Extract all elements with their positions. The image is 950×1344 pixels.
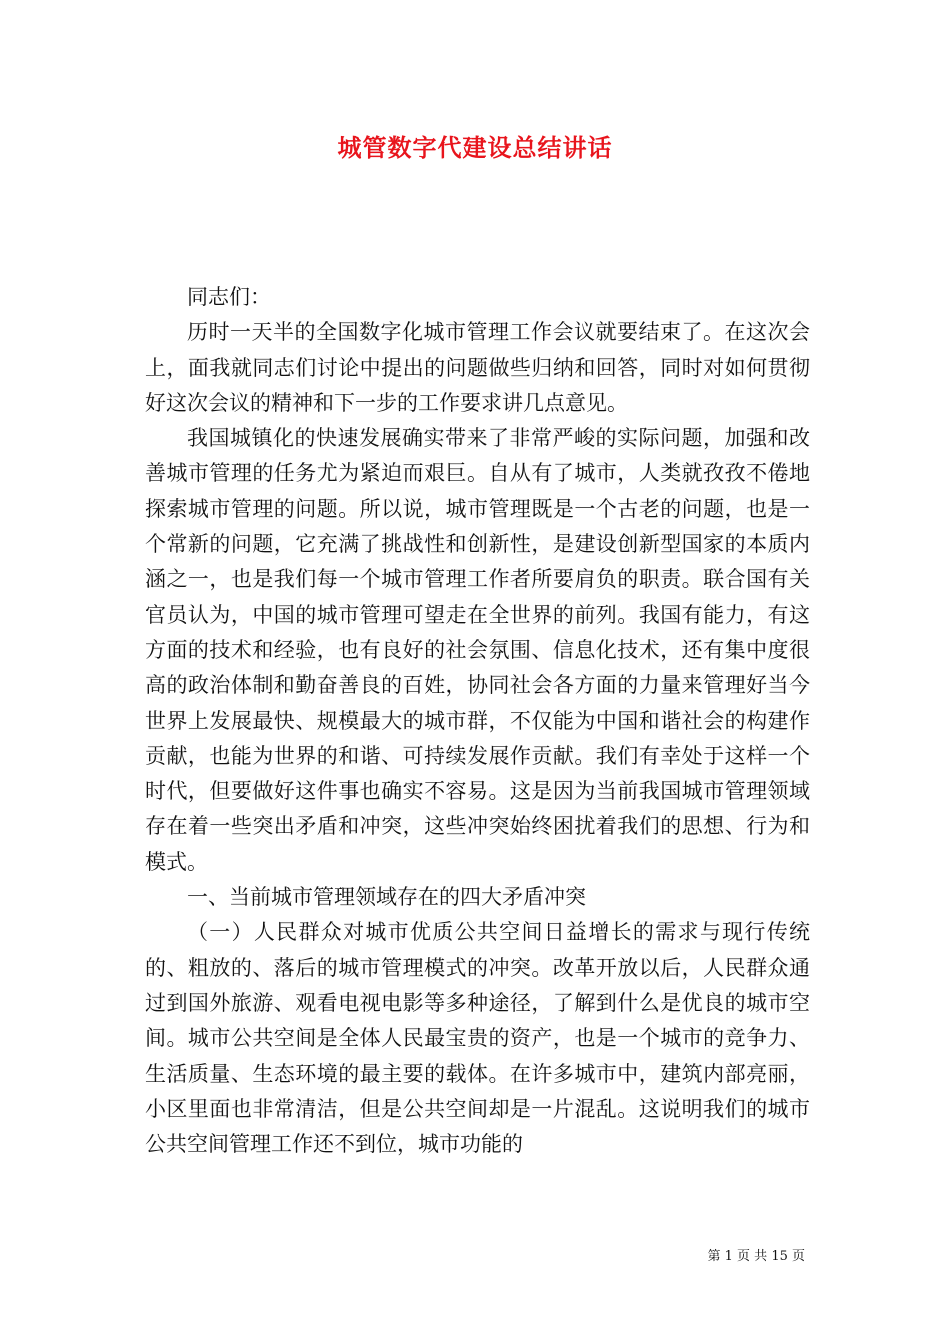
body-paragraph: （一）人民群众对城市优质公共空间日益增长的需求与现行传统的、粗放的、落后的城市管理模式的冲突。改革开放以后，人民群众通过到国外旅游、观看电视电影等多种途径，了解到什么是优良的城市空间。城市公共空间是全体人民最宝贵的资产，也是一个城市的竞争力、生活质量、生态环境的最主要的载体。在许多城市中，建筑内部亮丽，小区里面也非常清洁，但是公共空间却是一片混乱。这说明我们的城市公共空间管理工作还不到位，城市功能的	[145, 920, 810, 1157]
page-number: 第 1 页 共 15 页	[707, 1249, 805, 1264]
body-paragraph: 历时一天半的全国数字化城市管理工作会议就要结束了。在这次会上，面我就同志们讨论中提出的问题做些归纳和回答，同时对如何贯彻好这次会议的精神和下一步的工作要求讲几点意见。	[145, 320, 810, 415]
section-heading: 一、当前城市管理领域存在的四大矛盾冲突	[187, 885, 586, 910]
document-title: 城管数字代建设总结讲话	[337, 133, 613, 162]
body-paragraph: 我国城镇化的快速发展确实带来了非常严峻的实际问题，加强和改善城市管理的任务尤为紧迫而艰巨。自从有了城市，人类就孜孜不倦地探索城市管理的问题。所以说，城市管理既是一个古老的问题，也是一个常新的问题，它充满了挑战性和创新性，是建设创新型国家的本质内涵之一，也是我们每一个城市管理工作者所要肩负的职责。联合国有关官员认为，中国的城市管理可望走在全世界的前列。我国有能力，有这方面的技术和经验，也有良好的社会氛围、信息化技术，还有集中度很高的政治体制和勤奋善良的百姓，协同社会各方面的力量来管理好当今世界上发展最快、规模最大的城市群，不仅能为中国和谐社会的构建作贡献，也能为世界的和谐、可持续发展作贡献。我们有幸处于这样一个时代，但要做好这件事也确实不容易。这是因为当前我国城市管理领域存在着一些突出矛盾和冲突，这些冲突始终困扰着我们的思想、行为和模式。	[145, 426, 810, 874]
document-body	[145, 280, 810, 1162]
salutation-paragraph: 同志们：	[187, 285, 271, 309]
